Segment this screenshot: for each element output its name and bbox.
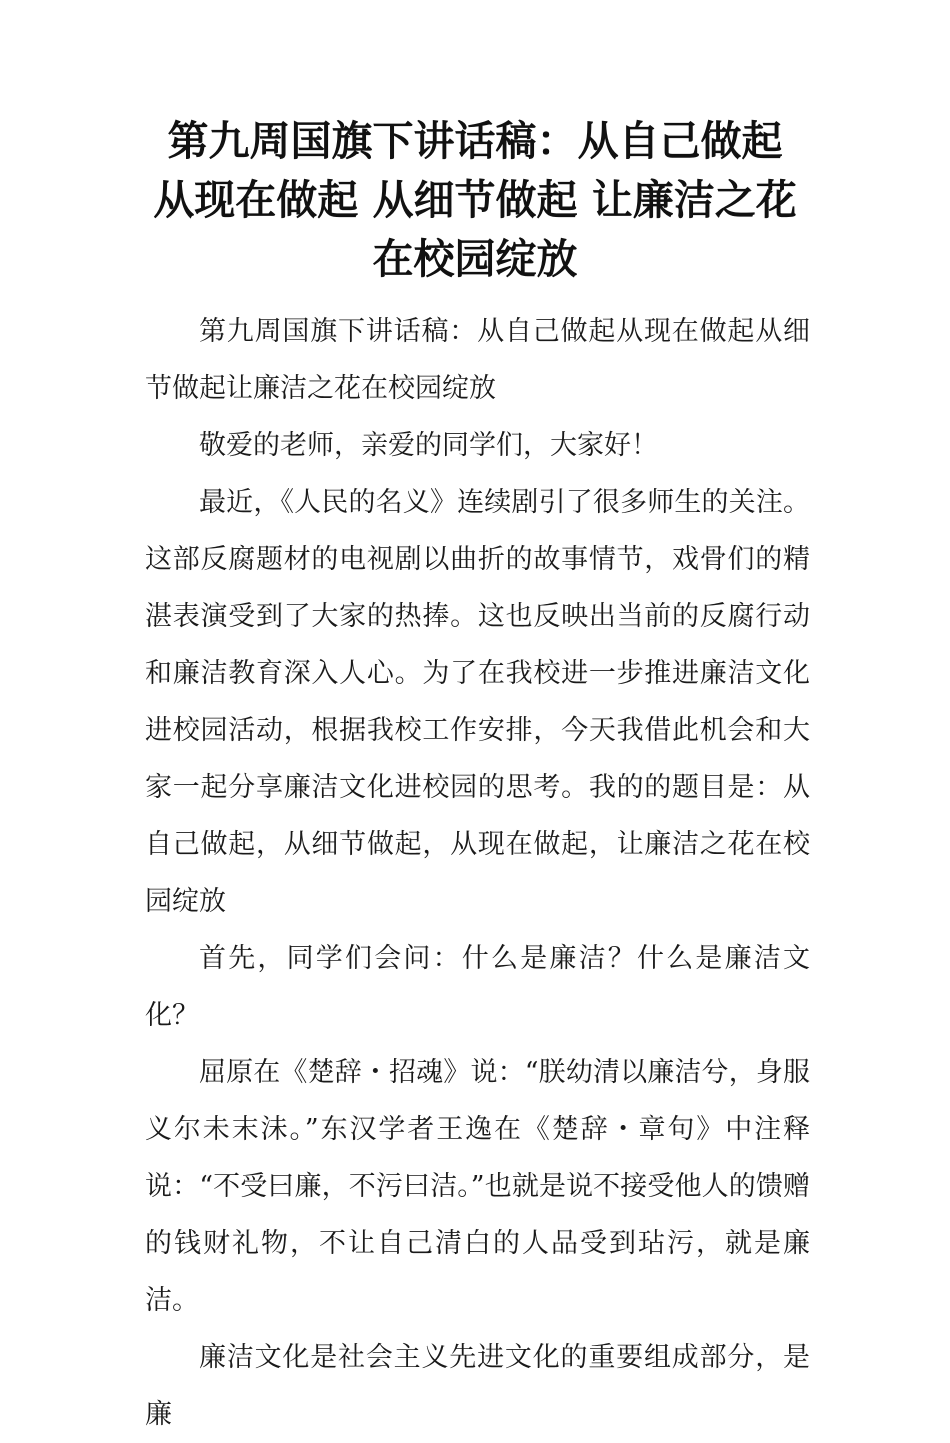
- paragraph-definition: 屈原在《楚辞・招魂》说：“朕幼清以廉洁兮，身服义尔未末沬。”东汉学者王逸在《楚辞・章句》中注释说：“不受曰廉，不污曰洁。”也就是说不接受他人的馈赠的钱财礼物，不让自己清白的人品受到玷污，就是廉洁。: [145, 1057, 810, 1316]
- paragraph-culture: 廉洁文化是社会主义先进文化的重要组成部分，是廉: [145, 1342, 810, 1430]
- paragraph-intro: 最近，《人民的名义》连续剧引了很多师生的关注。这部反腐题材的电视剧以曲折的故事情节，戏骨们的精湛表演受到了大家的热捧。这也反映出当前的反腐行动和廉洁教育深入人心。为了在我校进一步推进廉洁文化进校园活动，根据我校工作安排，今天我借此机会和大家一起分享廉洁文化进校园的思考。我的的题目是：从自己做起，从细节做起，从现在做起，让廉洁之花在校园绽放: [145, 487, 810, 917]
- document-title: 第九周国旗下讲话稿：从自己做起 从现在做起 从细节做起 让廉洁之花在校园绽放: [153, 117, 797, 283]
- document-body: [145, 303, 810, 1443]
- paragraph-greeting: 敬爱的老师，亲爱的同学们，大家好！: [199, 430, 658, 461]
- paragraph-question: 首先，同学们会问：什么是廉洁？什么是廉洁文化？: [145, 943, 810, 1031]
- paragraph-subtitle: 第九周国旗下讲话稿：从自己做起从现在做起从细节做起让廉洁之花在校园绽放: [145, 316, 810, 404]
